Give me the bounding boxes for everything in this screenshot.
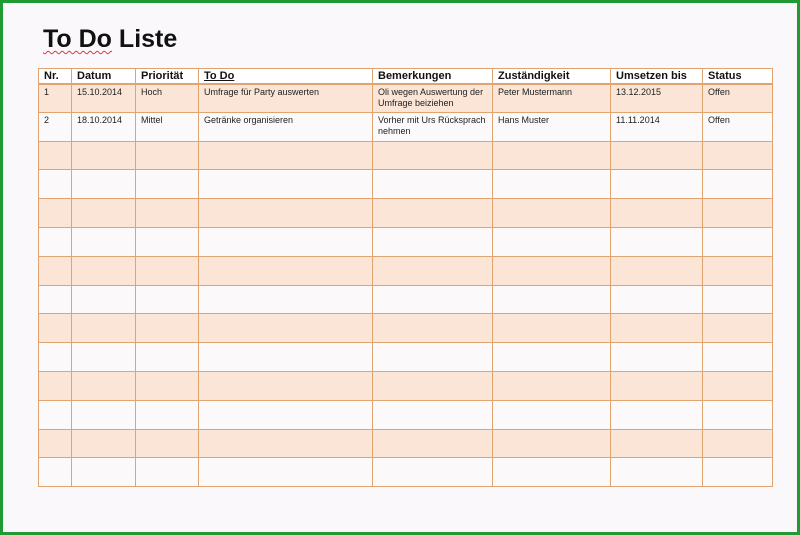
table-row: [39, 400, 773, 429]
table-cell-col-datum[interactable]: [72, 256, 136, 285]
table-cell-col-status[interactable]: [703, 141, 773, 170]
table-cell-col-prioritaet[interactable]: [136, 429, 199, 458]
table-row: [39, 285, 773, 314]
table-header-row: [39, 69, 773, 84]
table-cell-col-zustaendigkeit[interactable]: [493, 141, 611, 170]
header-col-bemerkungen: [373, 69, 493, 84]
table-cell-col-nr[interactable]: 1: [39, 84, 72, 113]
table-cell-col-umsetzen-bis[interactable]: [611, 429, 703, 458]
table-cell-col-status[interactable]: [703, 199, 773, 228]
table-cell-col-bemerkungen[interactable]: [373, 458, 493, 487]
table-cell-col-todo[interactable]: Umfrage für Party auswerten: [199, 84, 373, 113]
table-cell-col-zustaendigkeit[interactable]: Peter Mustermann: [493, 84, 611, 113]
table-cell-col-zustaendigkeit[interactable]: [493, 343, 611, 372]
table-cell-col-prioritaet[interactable]: [136, 199, 199, 228]
table-cell-col-bemerkungen[interactable]: [373, 285, 493, 314]
table-cell-col-bemerkungen[interactable]: [373, 343, 493, 372]
table-cell-col-bemerkungen[interactable]: Vorher mit Urs Rücksprach nehmen: [373, 112, 493, 141]
table-cell-col-nr[interactable]: [39, 429, 72, 458]
header-col-umsetzen-bis: [611, 69, 703, 84]
table-cell-col-prioritaet[interactable]: Hoch: [136, 84, 199, 113]
table-row: [39, 141, 773, 170]
table-cell-col-todo[interactable]: [199, 400, 373, 429]
table-cell-col-bemerkungen[interactable]: [373, 170, 493, 199]
table-cell-col-datum[interactable]: [72, 371, 136, 400]
table-cell-col-todo[interactable]: Getränke organisieren: [199, 112, 373, 141]
table-cell-col-nr[interactable]: [39, 458, 72, 487]
header-col-zustaendigkeit: [493, 69, 611, 84]
table-cell-col-todo[interactable]: [199, 227, 373, 256]
table-cell-col-prioritaet[interactable]: [136, 227, 199, 256]
table-cell-col-status[interactable]: [703, 227, 773, 256]
table-cell-col-nr[interactable]: [39, 314, 72, 343]
table-cell-col-todo[interactable]: [199, 256, 373, 285]
table-cell-col-umsetzen-bis[interactable]: [611, 458, 703, 487]
table-cell-col-datum[interactable]: 18.10.2014: [72, 112, 136, 141]
table-cell-col-zustaendigkeit[interactable]: [493, 371, 611, 400]
table-cell-col-zustaendigkeit[interactable]: [493, 170, 611, 199]
table-cell-col-todo[interactable]: [199, 314, 373, 343]
table-row: [39, 170, 773, 199]
header-label: Zuständigkeit: [498, 70, 570, 82]
table-body: [39, 84, 773, 487]
table-cell-col-zustaendigkeit[interactable]: [493, 227, 611, 256]
table-cell-col-umsetzen-bis[interactable]: [611, 285, 703, 314]
table-cell-col-umsetzen-bis[interactable]: [611, 170, 703, 199]
table-row: [39, 84, 773, 113]
table-cell-col-bemerkungen[interactable]: [373, 429, 493, 458]
table-cell-col-status[interactable]: [703, 429, 773, 458]
table-cell-col-status[interactable]: Offen: [703, 112, 773, 141]
table-cell-col-umsetzen-bis[interactable]: [611, 400, 703, 429]
table-cell-col-zustaendigkeit[interactable]: [493, 256, 611, 285]
table-cell-col-datum[interactable]: 15.10.2014: [72, 84, 136, 113]
table-cell-col-prioritaet[interactable]: [136, 285, 199, 314]
table-cell-col-bemerkungen[interactable]: [373, 314, 493, 343]
header-col-prioritaet: [136, 69, 199, 84]
table-cell-col-nr[interactable]: [39, 199, 72, 228]
header-label: Status: [708, 70, 742, 82]
header-label: To Do: [204, 70, 235, 82]
header-col-status: [703, 69, 773, 84]
table-cell-col-nr[interactable]: 2: [39, 112, 72, 141]
table-cell-col-datum[interactable]: [72, 343, 136, 372]
table-cell-col-status[interactable]: [703, 314, 773, 343]
table-cell-col-zustaendigkeit[interactable]: [493, 285, 611, 314]
table-cell-col-prioritaet[interactable]: [136, 141, 199, 170]
table-cell-col-datum[interactable]: [72, 227, 136, 256]
table-cell-col-prioritaet[interactable]: [136, 170, 199, 199]
title-word-liste: Liste: [118, 25, 178, 53]
table-cell-col-zustaendigkeit[interactable]: [493, 400, 611, 429]
table-cell-col-datum[interactable]: [72, 285, 136, 314]
table-cell-col-datum[interactable]: [72, 170, 136, 199]
table-cell-col-status[interactable]: Offen: [703, 84, 773, 113]
table-cell-col-todo[interactable]: [199, 199, 373, 228]
table-cell-col-zustaendigkeit[interactable]: [493, 199, 611, 228]
table-cell-col-bemerkungen[interactable]: [373, 199, 493, 228]
table-cell-col-datum[interactable]: [72, 314, 136, 343]
table-cell-col-bemerkungen[interactable]: [373, 371, 493, 400]
table-cell-col-datum[interactable]: [72, 141, 136, 170]
table-cell-col-nr[interactable]: [39, 285, 72, 314]
table-cell-col-zustaendigkeit[interactable]: [493, 314, 611, 343]
table-cell-col-prioritaet[interactable]: [136, 400, 199, 429]
table-cell-col-todo[interactable]: [199, 429, 373, 458]
table-cell-col-todo[interactable]: [199, 285, 373, 314]
table-cell-col-prioritaet[interactable]: [136, 343, 199, 372]
table-row: [39, 199, 773, 228]
table-cell-col-umsetzen-bis[interactable]: [611, 371, 703, 400]
title-word-to-do: To Do: [43, 25, 112, 53]
table-cell-col-prioritaet[interactable]: [136, 314, 199, 343]
table-row: [39, 256, 773, 285]
table-cell-col-umsetzen-bis[interactable]: [611, 343, 703, 372]
table-cell-col-status[interactable]: [703, 458, 773, 487]
table-cell-col-todo[interactable]: [199, 371, 373, 400]
table-cell-col-status[interactable]: [703, 400, 773, 429]
table-cell-col-bemerkungen[interactable]: [373, 141, 493, 170]
table-cell-col-nr[interactable]: [39, 343, 72, 372]
table-cell-col-umsetzen-bis[interactable]: [611, 227, 703, 256]
table-row: [39, 343, 773, 372]
table-cell-col-umsetzen-bis[interactable]: [611, 199, 703, 228]
table-row: [39, 458, 773, 487]
table-cell-col-umsetzen-bis[interactable]: [611, 314, 703, 343]
table-cell-col-status[interactable]: [703, 285, 773, 314]
header-label: Nr.: [44, 70, 59, 82]
table-cell-col-bemerkungen[interactable]: [373, 256, 493, 285]
table-cell-col-umsetzen-bis[interactable]: 11.11.2014: [611, 112, 703, 141]
table-cell-col-nr[interactable]: [39, 227, 72, 256]
table-cell-col-umsetzen-bis[interactable]: [611, 141, 703, 170]
table-cell-col-datum[interactable]: [72, 400, 136, 429]
table-cell-col-prioritaet[interactable]: [136, 256, 199, 285]
table-cell-col-bemerkungen[interactable]: [373, 227, 493, 256]
table-cell-col-umsetzen-bis[interactable]: [611, 256, 703, 285]
table-cell-col-status[interactable]: [703, 343, 773, 372]
table-cell-col-todo[interactable]: [199, 170, 373, 199]
table-cell-col-nr[interactable]: [39, 400, 72, 429]
table-cell-col-datum[interactable]: [72, 429, 136, 458]
table-row: [39, 371, 773, 400]
table-row: [39, 429, 773, 458]
table-cell-col-datum[interactable]: [72, 458, 136, 487]
table-row: [39, 227, 773, 256]
table-cell-col-todo[interactable]: [199, 458, 373, 487]
table-cell-col-nr[interactable]: [39, 141, 72, 170]
table-cell-col-zustaendigkeit[interactable]: [493, 458, 611, 487]
table-row: [39, 314, 773, 343]
header-label: Priorität: [141, 70, 184, 82]
table-cell-col-umsetzen-bis[interactable]: 13.12.2015: [611, 84, 703, 113]
table-cell-col-nr[interactable]: [39, 256, 72, 285]
table-cell-col-todo[interactable]: [199, 141, 373, 170]
header-label: Umsetzen bis: [616, 70, 687, 82]
todo-table: [38, 68, 773, 487]
header-col-todo: [199, 69, 373, 84]
table-cell-col-datum[interactable]: [72, 199, 136, 228]
table-cell-col-bemerkungen[interactable]: [373, 400, 493, 429]
table-cell-col-todo[interactable]: [199, 343, 373, 372]
page-title: [43, 25, 177, 54]
table-cell-col-zustaendigkeit[interactable]: [493, 429, 611, 458]
table-cell-col-prioritaet[interactable]: Mittel: [136, 112, 199, 141]
header-label: Datum: [77, 70, 112, 82]
table-cell-col-status[interactable]: [703, 170, 773, 199]
table-cell-col-status[interactable]: [703, 256, 773, 285]
table-cell-col-zustaendigkeit[interactable]: Hans Muster: [493, 112, 611, 141]
table-cell-col-prioritaet[interactable]: [136, 371, 199, 400]
table-cell-col-status[interactable]: [703, 371, 773, 400]
table-cell-col-bemerkungen[interactable]: Oli wegen Auswertung der Umfrage beiziehen: [373, 84, 493, 113]
header-col-datum: [72, 69, 136, 84]
header-label: Bemerkungen: [378, 70, 452, 82]
table-row: [39, 112, 773, 141]
header-col-nr: [39, 69, 72, 84]
table-cell-col-prioritaet[interactable]: [136, 458, 199, 487]
table-cell-col-nr[interactable]: [39, 371, 72, 400]
table-cell-col-nr[interactable]: [39, 170, 72, 199]
